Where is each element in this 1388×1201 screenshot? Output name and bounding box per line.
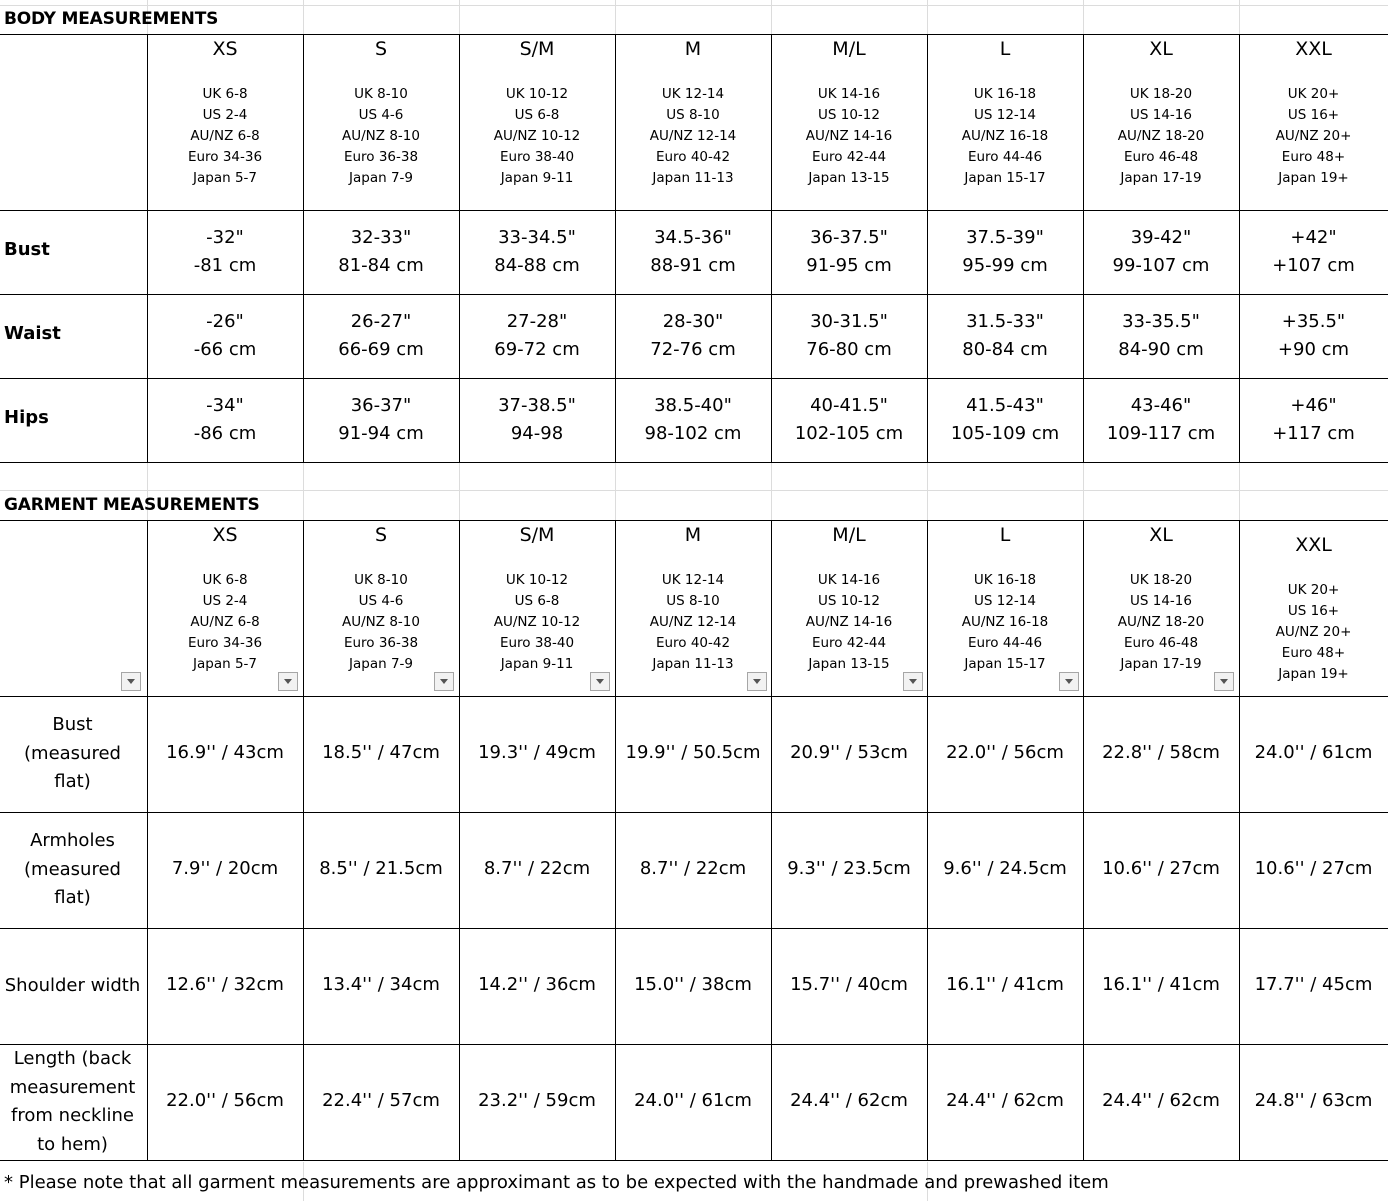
measurement-cell bbox=[1238, 392, 1388, 448]
measurement-value: 13.4'' / 34cm bbox=[322, 974, 440, 995]
gridline bbox=[459, 0, 460, 35]
size-conversion-line: AU/NZ 18-20 bbox=[1117, 128, 1205, 144]
chevron-down-icon bbox=[596, 679, 604, 684]
measurement-cell bbox=[305, 224, 457, 280]
filter-dropdown-button[interactable] bbox=[747, 672, 767, 691]
measurement-value: 23.2'' / 59cm bbox=[478, 1090, 596, 1111]
size-conversion-line: UK 10-12 bbox=[505, 86, 569, 102]
measurement-value: 84-88 cm bbox=[494, 255, 580, 276]
table-border bbox=[0, 520, 1388, 521]
table-border bbox=[147, 34, 148, 462]
size-conversion-line: US 4-6 bbox=[358, 107, 404, 123]
gridline bbox=[1083, 462, 1084, 520]
row-label-line: (measured bbox=[24, 742, 121, 764]
row-label-line: to hem) bbox=[37, 1133, 108, 1155]
measurement-value: 109-117 cm bbox=[1106, 423, 1216, 444]
size-conversion-line: Japan 17-19 bbox=[1120, 170, 1202, 186]
measurement-cell bbox=[461, 308, 613, 364]
size-conversion-line: Japan 11-13 bbox=[652, 656, 734, 672]
measurement-value: 98-102 cm bbox=[644, 423, 742, 444]
size-conversion-line: Euro 46-48 bbox=[1123, 635, 1199, 651]
size-conversion-line: Euro 46-48 bbox=[1123, 149, 1199, 165]
size-conversion-line: Japan 7-9 bbox=[349, 170, 413, 186]
measurement-value: +117 cm bbox=[1272, 423, 1355, 444]
size-conversion-line: Euro 42-44 bbox=[811, 149, 887, 165]
measurement-value: 22.0'' / 56cm bbox=[166, 1090, 284, 1111]
measurement-value: 22.4'' / 57cm bbox=[322, 1090, 440, 1111]
measurement-value: 95-99 cm bbox=[962, 255, 1048, 276]
measurement-value: -34" bbox=[206, 395, 244, 416]
measurement-value: 94-98 bbox=[510, 423, 564, 444]
gridline bbox=[0, 490, 1388, 491]
measurement-value: 39-42" bbox=[1130, 227, 1192, 248]
row-label-line: flat) bbox=[54, 887, 91, 909]
size-conversion-line: UK 10-12 bbox=[505, 572, 569, 588]
size-header: S/M bbox=[519, 38, 555, 60]
table-border bbox=[771, 520, 772, 1160]
measurement-cell bbox=[461, 392, 613, 448]
measurement-value: 84-90 cm bbox=[1118, 339, 1204, 360]
size-conversion-line: AU/NZ 12-14 bbox=[649, 614, 737, 630]
size-conversion-line: UK 12-14 bbox=[661, 572, 725, 588]
size-header: M/L bbox=[832, 38, 866, 60]
table-border bbox=[615, 520, 616, 1160]
table-border bbox=[0, 696, 1388, 697]
size-conversion-line: Euro 38-40 bbox=[499, 149, 575, 165]
size-conversion-line: US 6-8 bbox=[514, 593, 560, 609]
filter-dropdown-button[interactable] bbox=[434, 672, 454, 691]
table-border bbox=[927, 34, 928, 462]
size-conversion-line: Japan 9-11 bbox=[500, 170, 574, 186]
table-border bbox=[771, 34, 772, 462]
measurement-cell bbox=[773, 392, 925, 448]
size-conversion-line: Euro 40-42 bbox=[655, 149, 731, 165]
measurement-value: 102-105 cm bbox=[794, 423, 904, 444]
measurement-value: 36-37.5" bbox=[810, 227, 888, 248]
measurement-value: 24.0'' / 61cm bbox=[634, 1090, 752, 1111]
measurement-cell bbox=[929, 224, 1081, 280]
table-border bbox=[0, 210, 1388, 211]
measurement-value: 8.5'' / 21.5cm bbox=[319, 858, 443, 879]
table-border bbox=[0, 294, 1388, 295]
measurement-value: 37.5-39" bbox=[966, 227, 1044, 248]
size-conversion-line: UK 8-10 bbox=[354, 86, 408, 102]
size-conversion-line: AU/NZ 6-8 bbox=[190, 128, 260, 144]
measurement-cell bbox=[773, 224, 925, 280]
chevron-down-icon bbox=[753, 679, 761, 684]
gridline bbox=[303, 462, 304, 520]
measurement-cell bbox=[617, 308, 769, 364]
size-conversion-line: Japan 15-17 bbox=[964, 656, 1046, 672]
filter-dropdown-button[interactable] bbox=[278, 672, 298, 691]
measurement-value: 36-37" bbox=[350, 395, 412, 416]
size-conversions bbox=[618, 84, 768, 189]
gridline bbox=[615, 462, 616, 520]
measurement-value: 91-95 cm bbox=[806, 255, 892, 276]
body-measurements-title: BODY MEASUREMENTS bbox=[4, 9, 219, 29]
size-conversions bbox=[306, 570, 456, 675]
gridline bbox=[771, 0, 772, 35]
table-border bbox=[0, 1160, 1388, 1161]
size-conversion-line: Japan 19+ bbox=[1278, 170, 1349, 186]
measurement-value: 8.7'' / 22cm bbox=[639, 858, 747, 879]
size-conversion-line: UK 12-14 bbox=[661, 86, 725, 102]
measurement-value: 26-27" bbox=[350, 311, 412, 332]
measurement-value: 72-76 cm bbox=[650, 339, 736, 360]
measurement-value: 15.0'' / 38cm bbox=[634, 974, 752, 995]
size-conversion-line: Euro 44-46 bbox=[967, 635, 1043, 651]
measurement-value: 19.3'' / 49cm bbox=[478, 742, 596, 763]
size-conversion-line: UK 16-18 bbox=[973, 572, 1037, 588]
gridline bbox=[927, 0, 928, 35]
filter-dropdown-button[interactable] bbox=[590, 672, 610, 691]
measurement-value: 16.1'' / 41cm bbox=[946, 974, 1064, 995]
size-conversion-line: Japan 17-19 bbox=[1120, 656, 1202, 672]
measurement-value: +35.5" bbox=[1281, 311, 1346, 332]
size-header: S/M bbox=[519, 524, 555, 546]
row-label-line: from neckline bbox=[11, 1105, 134, 1126]
filter-dropdown-button[interactable] bbox=[1214, 672, 1234, 691]
size-header: S bbox=[374, 524, 388, 546]
measurement-value: 19.9'' / 50.5cm bbox=[625, 742, 761, 763]
size-conversions bbox=[1086, 84, 1236, 189]
measurement-value: 38.5-40" bbox=[654, 395, 732, 416]
measurement-value: +107 cm bbox=[1272, 255, 1355, 276]
gridline bbox=[303, 0, 304, 35]
filter-dropdown-button[interactable] bbox=[121, 672, 141, 691]
table-border bbox=[0, 462, 1388, 463]
measurement-value: 17.7'' / 45cm bbox=[1254, 974, 1373, 995]
measurement-cell bbox=[305, 392, 457, 448]
measurement-cell bbox=[1085, 392, 1237, 448]
size-conversions bbox=[618, 570, 768, 675]
size-conversion-line: UK 18-20 bbox=[1129, 572, 1193, 588]
measurement-value: +90 cm bbox=[1277, 339, 1350, 360]
size-header: L bbox=[999, 38, 1011, 60]
size-conversion-line: US 10-12 bbox=[818, 107, 880, 123]
size-conversion-line: Japan 13-15 bbox=[808, 656, 890, 672]
measurement-cell bbox=[929, 308, 1081, 364]
size-conversion-line: Japan 15-17 bbox=[964, 170, 1046, 186]
measurement-value: 24.4'' / 62cm bbox=[946, 1090, 1064, 1111]
measurement-value: +46" bbox=[1290, 395, 1337, 416]
size-conversion-line: US 12-14 bbox=[974, 107, 1036, 123]
row-label-line: (measured bbox=[24, 858, 121, 880]
table-border bbox=[0, 378, 1388, 379]
size-header: M/L bbox=[832, 524, 866, 546]
size-conversion-line: UK 6-8 bbox=[202, 572, 248, 588]
size-conversion-line: AU/NZ 6-8 bbox=[190, 614, 260, 630]
size-conversion-line: Japan 9-11 bbox=[500, 656, 574, 672]
filter-dropdown-button[interactable] bbox=[903, 672, 923, 691]
size-conversion-line: US 8-10 bbox=[666, 593, 720, 609]
chevron-down-icon bbox=[1065, 679, 1073, 684]
size-conversion-line: US 2-4 bbox=[202, 107, 248, 123]
size-conversion-line: Euro 34-36 bbox=[187, 149, 263, 165]
row-label-line: flat) bbox=[54, 771, 91, 793]
measurement-value: 69-72 cm bbox=[494, 339, 580, 360]
measurement-value: 81-84 cm bbox=[338, 255, 424, 276]
measurement-value: 99-107 cm bbox=[1112, 255, 1210, 276]
table-border bbox=[0, 928, 1388, 929]
size-conversion-line: AU/NZ 8-10 bbox=[342, 614, 420, 630]
row-label-line: Length (back bbox=[13, 1048, 132, 1069]
size-header: XXL bbox=[1295, 38, 1332, 60]
measurement-value: -32" bbox=[206, 227, 244, 248]
size-conversion-line: Japan 13-15 bbox=[808, 170, 890, 186]
filter-dropdown-button[interactable] bbox=[1059, 672, 1079, 691]
measurement-cell bbox=[461, 224, 613, 280]
size-conversion-line: Euro 36-38 bbox=[343, 635, 419, 651]
row-label: Hips bbox=[4, 407, 49, 428]
gridline bbox=[615, 0, 616, 35]
table-border bbox=[615, 34, 616, 462]
measurement-value: 24.4'' / 62cm bbox=[1102, 1090, 1220, 1111]
measurement-value: 10.6'' / 27cm bbox=[1102, 858, 1220, 879]
size-conversions bbox=[150, 84, 300, 189]
size-conversion-line: UK 20+ bbox=[1287, 86, 1340, 102]
size-conversion-line: Euro 48+ bbox=[1281, 149, 1346, 165]
size-conversion-line: US 6-8 bbox=[514, 107, 560, 123]
measurement-value: 88-91 cm bbox=[650, 255, 736, 276]
row-label bbox=[0, 972, 145, 1001]
size-conversion-line: AU/NZ 14-16 bbox=[805, 128, 893, 144]
measurement-cell bbox=[617, 224, 769, 280]
measurement-value: 80-84 cm bbox=[962, 339, 1048, 360]
measurement-cell bbox=[1085, 224, 1237, 280]
gridline bbox=[771, 462, 772, 520]
size-conversion-line: US 14-16 bbox=[1130, 593, 1192, 609]
size-conversion-line: Euro 42-44 bbox=[811, 635, 887, 651]
table-border bbox=[1083, 520, 1084, 1160]
measurement-value: 40-41.5" bbox=[810, 395, 888, 416]
gridline bbox=[459, 462, 460, 520]
measurement-cell bbox=[773, 308, 925, 364]
row-label: Bust bbox=[4, 239, 50, 260]
measurement-cell bbox=[617, 392, 769, 448]
row-label-line: Armholes bbox=[30, 830, 115, 852]
size-conversions bbox=[1239, 84, 1388, 189]
measurement-value: 8.7'' / 22cm bbox=[483, 858, 591, 879]
size-conversion-line: Euro 34-36 bbox=[187, 635, 263, 651]
size-conversion-line: UK 14-16 bbox=[817, 572, 881, 588]
size-conversions bbox=[930, 84, 1080, 189]
size-conversion-line: AU/NZ 20+ bbox=[1275, 624, 1352, 640]
measurement-value: 10.6'' / 27cm bbox=[1254, 858, 1373, 879]
size-conversion-line: Japan 11-13 bbox=[652, 170, 734, 186]
size-header: L bbox=[999, 524, 1011, 546]
size-conversion-line: AU/NZ 20+ bbox=[1275, 128, 1352, 144]
measurement-cell bbox=[1238, 224, 1388, 280]
table-border bbox=[1083, 34, 1084, 462]
measurement-value: 16.1'' / 41cm bbox=[1102, 974, 1220, 995]
size-conversion-line: UK 8-10 bbox=[354, 572, 408, 588]
size-conversion-line: AU/NZ 18-20 bbox=[1117, 614, 1205, 630]
size-conversion-line: Japan 5-7 bbox=[193, 170, 257, 186]
size-conversions bbox=[774, 84, 924, 189]
size-header: XS bbox=[212, 524, 238, 546]
table-border bbox=[303, 520, 304, 1160]
measurement-value: 15.7'' / 40cm bbox=[790, 974, 908, 995]
size-conversion-line: US 12-14 bbox=[974, 593, 1036, 609]
table-border bbox=[147, 520, 148, 1160]
size-conversions bbox=[150, 570, 300, 675]
garment-measurements-title: GARMENT MEASUREMENTS bbox=[4, 495, 260, 515]
measurement-value: 34.5-36" bbox=[654, 227, 732, 248]
size-conversion-line: UK 6-8 bbox=[202, 86, 248, 102]
size-conversion-line: Euro 48+ bbox=[1281, 645, 1346, 661]
size-conversions bbox=[774, 570, 924, 675]
size-conversion-line: UK 18-20 bbox=[1129, 86, 1193, 102]
measurement-value: 12.6'' / 32cm bbox=[166, 974, 284, 995]
size-conversion-line: US 14-16 bbox=[1130, 107, 1192, 123]
size-conversion-line: AU/NZ 10-12 bbox=[493, 128, 581, 144]
size-conversions bbox=[1239, 580, 1388, 685]
measurement-cell bbox=[305, 308, 457, 364]
measurement-value: 32-33" bbox=[350, 227, 412, 248]
size-conversion-line: AU/NZ 8-10 bbox=[342, 128, 420, 144]
size-header: XS bbox=[212, 38, 238, 60]
size-conversions bbox=[930, 570, 1080, 675]
size-conversion-line: Euro 36-38 bbox=[343, 149, 419, 165]
size-conversion-line: Euro 40-42 bbox=[655, 635, 731, 651]
size-conversion-line: UK 14-16 bbox=[817, 86, 881, 102]
size-header: M bbox=[684, 38, 702, 60]
measurement-value: 24.8'' / 63cm bbox=[1254, 1090, 1373, 1111]
measurement-cell bbox=[929, 392, 1081, 448]
size-conversions bbox=[306, 84, 456, 189]
measurement-value: 105-109 cm bbox=[950, 423, 1060, 444]
footnote: * Please note that all garment measurements are approximant as to be expected with the handmade and prewashed item bbox=[4, 1172, 1109, 1193]
measurement-value: 22.0'' / 56cm bbox=[946, 742, 1064, 763]
size-conversion-line: US 16+ bbox=[1287, 107, 1340, 123]
table-border bbox=[0, 34, 1388, 35]
measurement-cell bbox=[149, 392, 301, 448]
size-conversion-line: Japan 5-7 bbox=[193, 656, 257, 672]
table-border bbox=[927, 520, 928, 1160]
size-header: XL bbox=[1149, 524, 1173, 546]
table-border bbox=[0, 1044, 1388, 1045]
size-header: XL bbox=[1149, 38, 1173, 60]
size-conversion-line: AU/NZ 16-18 bbox=[961, 128, 1049, 144]
measurement-value: 30-31.5" bbox=[810, 311, 888, 332]
gridline bbox=[1083, 0, 1084, 35]
size-conversion-line: US 8-10 bbox=[666, 107, 720, 123]
size-conversion-line: AU/NZ 12-14 bbox=[649, 128, 737, 144]
measurement-value: -26" bbox=[206, 311, 244, 332]
row-label-line: Bust bbox=[52, 714, 93, 736]
size-conversion-line: US 16+ bbox=[1287, 603, 1340, 619]
measurement-value: 33-35.5" bbox=[1122, 311, 1200, 332]
measurement-value: 66-69 cm bbox=[338, 339, 424, 360]
size-header: M bbox=[684, 524, 702, 546]
measurement-value: 31.5-33" bbox=[966, 311, 1044, 332]
size-conversion-line: AU/NZ 14-16 bbox=[805, 614, 893, 630]
measurement-value: 28-30" bbox=[662, 311, 724, 332]
gridline bbox=[0, 5, 1388, 6]
measurement-value: 24.0'' / 61cm bbox=[1254, 742, 1373, 763]
measurement-cell bbox=[149, 308, 301, 364]
measurement-value: 20.9'' / 53cm bbox=[790, 742, 908, 763]
table-border bbox=[459, 520, 460, 1160]
measurement-value: 27-28" bbox=[506, 311, 568, 332]
size-conversion-line: UK 20+ bbox=[1287, 582, 1340, 598]
size-conversion-line: AU/NZ 16-18 bbox=[961, 614, 1049, 630]
chevron-down-icon bbox=[127, 679, 135, 684]
measurement-value: 9.3'' / 23.5cm bbox=[787, 858, 911, 879]
row-label: Waist bbox=[4, 323, 61, 344]
measurement-value: 14.2'' / 36cm bbox=[478, 974, 596, 995]
measurement-value: +42" bbox=[1290, 227, 1337, 248]
chevron-down-icon bbox=[440, 679, 448, 684]
measurement-value: -81 cm bbox=[193, 255, 257, 276]
size-conversion-line: US 2-4 bbox=[202, 593, 248, 609]
size-conversion-line: Japan 19+ bbox=[1278, 666, 1349, 682]
measurement-value: 16.9'' / 43cm bbox=[166, 742, 284, 763]
measurement-cell bbox=[1085, 308, 1237, 364]
measurement-value: 91-94 cm bbox=[338, 423, 424, 444]
measurement-value: 43-46" bbox=[1130, 395, 1192, 416]
measurement-value: 9.6'' / 24.5cm bbox=[943, 858, 1067, 879]
measurement-value: 7.9'' / 20cm bbox=[171, 858, 279, 879]
row-label bbox=[0, 1045, 145, 1159]
size-conversions bbox=[462, 570, 612, 675]
measurement-value: 41.5-43" bbox=[966, 395, 1044, 416]
chevron-down-icon bbox=[909, 679, 917, 684]
measurement-value: 24.4'' / 62cm bbox=[790, 1090, 908, 1111]
gridline bbox=[1239, 0, 1240, 35]
size-header: XXL bbox=[1295, 534, 1332, 556]
row-label-line: measurement bbox=[9, 1076, 136, 1098]
size-conversion-line: Japan 7-9 bbox=[349, 656, 413, 672]
measurement-value: 18.5'' / 47cm bbox=[322, 742, 440, 763]
size-conversion-line: Euro 38-40 bbox=[499, 635, 575, 651]
size-conversion-line: US 10-12 bbox=[818, 593, 880, 609]
row-label bbox=[0, 711, 145, 797]
measurement-value: 76-80 cm bbox=[806, 339, 892, 360]
size-conversions bbox=[1086, 570, 1236, 675]
size-header: S bbox=[374, 38, 388, 60]
size-conversion-line: UK 16-18 bbox=[973, 86, 1037, 102]
size-conversions bbox=[462, 84, 612, 189]
measurement-cell bbox=[1238, 308, 1388, 364]
table-border bbox=[303, 34, 304, 462]
table-border bbox=[0, 812, 1388, 813]
chevron-down-icon bbox=[1220, 679, 1228, 684]
row-label bbox=[0, 827, 145, 913]
measurement-value: -66 cm bbox=[193, 339, 257, 360]
measurement-value: 33-34.5" bbox=[498, 227, 576, 248]
measurement-value: 22.8'' / 58cm bbox=[1102, 742, 1220, 763]
gridline bbox=[927, 462, 928, 520]
measurement-value: -86 cm bbox=[193, 423, 257, 444]
measurement-cell bbox=[149, 224, 301, 280]
size-conversion-line: US 4-6 bbox=[358, 593, 404, 609]
size-conversion-line: AU/NZ 10-12 bbox=[493, 614, 581, 630]
measurement-value: 37-38.5" bbox=[498, 395, 576, 416]
chevron-down-icon bbox=[284, 679, 292, 684]
row-label-line: Shoulder width bbox=[4, 974, 141, 996]
gridline bbox=[1239, 462, 1240, 520]
table-border bbox=[459, 34, 460, 462]
size-conversion-line: Euro 44-46 bbox=[967, 149, 1043, 165]
